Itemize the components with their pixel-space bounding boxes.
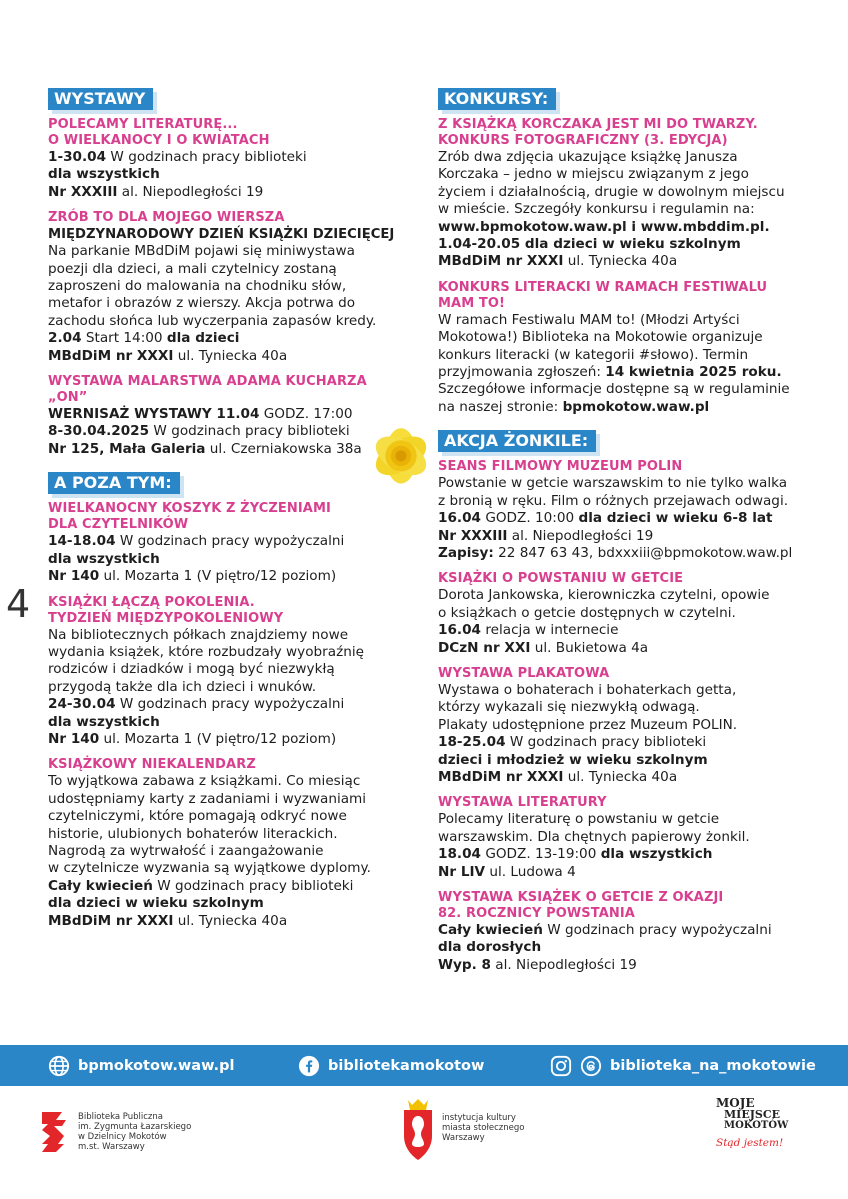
text-segment: Powstanie w getcie warszawskim to nie tylko walka (438, 475, 788, 492)
bold-text: Zapisy: (438, 544, 494, 561)
event-title: SEANS FILMOWY MUZEUM POLIN (438, 459, 683, 475)
footer-bar (0, 1045, 848, 1086)
event-item (438, 890, 804, 974)
section-header (48, 472, 408, 494)
event-line (438, 957, 804, 974)
event-title: KONKURS LITERACKI W RAMACH FESTIWALU (438, 279, 768, 295)
bold-text: 18-25.04 (438, 734, 506, 751)
right-column (438, 88, 804, 983)
bold-text: Cały kwiecień (48, 877, 153, 894)
event-title: WYSTAWA LITERATURY (438, 795, 607, 811)
bold-text: 1-30.04 (48, 149, 107, 165)
event-line (438, 510, 804, 527)
section-header (438, 88, 804, 110)
event-line (48, 441, 408, 458)
bold-text: WERNISAŻ WYSTAWY 11.04 (48, 406, 260, 423)
footer-facebook[interactable] (298, 1055, 484, 1077)
threads-icon (580, 1055, 602, 1077)
bold-text: 1.04-20.05 dla dzieci w wieku szkolnym (438, 236, 741, 253)
text-segment: al. Niepodległości 19 (117, 183, 264, 200)
event-title: 82. ROCZNICY POWSTANIA (438, 906, 635, 921)
warsaw-crest-icon (400, 1094, 436, 1162)
bold-text: Nr LIV (438, 863, 486, 880)
text-segment: Korczaka – jedno w miejscu związanym z jego (438, 166, 749, 183)
text-segment: konkurs literacki (w kategorii #słowo). Termin (438, 346, 749, 363)
event-line (48, 166, 408, 183)
event-item (438, 117, 804, 271)
event-line (48, 348, 408, 365)
event-line (48, 826, 408, 843)
text-segment: rodziców i dziadków i mogą być niezwykłą (48, 661, 335, 678)
text-segment: w mieście. Szczegóły konkursu i regulamin na: (438, 201, 755, 218)
bold-text: Nr 140 (48, 568, 100, 585)
event-title: Z KSIĄŻKĄ KORCZAKA JEST MI DO TWARZY. (438, 117, 758, 132)
footer-website[interactable] (48, 1055, 234, 1077)
instagram-text: biblioteka_na_mokotowie (610, 1058, 816, 1074)
text-segment: Zrób dwa zdjęcia ukazujące książkę Janusza (438, 149, 738, 165)
event-line (48, 423, 408, 440)
event-line (48, 791, 408, 808)
event-item (438, 666, 804, 786)
bold-text: 16.04 (438, 622, 481, 639)
event-line (48, 714, 408, 731)
event-item (48, 501, 408, 585)
event-line (48, 731, 408, 748)
text-segment: Mokotowa!) Biblioteka na Mokotowie organizuje (438, 329, 763, 346)
event-line (48, 278, 408, 295)
event-title: KSIĄŻKOWY NIEKALENDARZ (48, 757, 256, 773)
bold-text: MBdDiM nr XXXI (48, 347, 174, 364)
text-segment: Dorota Jankowska, kierowniczka czytelni, opowie (438, 587, 770, 604)
event-line (48, 895, 408, 912)
event-line (48, 551, 408, 568)
event-line (48, 313, 408, 330)
event-item (438, 280, 804, 416)
bold-text: 16.04 (438, 510, 481, 527)
text-segment: W godzinach pracy wypożyczalni (115, 533, 345, 550)
event-line (438, 475, 804, 492)
text-segment: udostępniamy karty z zadaniami i wyzwaniami (48, 790, 367, 807)
text-segment: historie, ulubionych bohaterów literackich. (48, 825, 338, 842)
text-segment: na naszej stronie: (438, 398, 563, 415)
library-name-line: w Dzielnicy Mokotów (78, 1132, 167, 1142)
text-segment: GODZ. 10:00 (481, 510, 579, 527)
text-segment: GODZ. 17:00 (259, 406, 353, 423)
event-line (438, 347, 804, 364)
bold-text: www.bpmokotow.waw.pl i www.mbddim.pl. (438, 218, 770, 235)
text-segment: Polecamy literaturę o powstaniu w getcie (438, 811, 720, 828)
text-segment: ul. Bukietowa 4a (530, 639, 649, 656)
text-segment: Wystawa o bohaterach i bohaterkach getta, (438, 681, 737, 698)
event-item (48, 757, 408, 930)
event-line (48, 533, 408, 550)
moje-slogan: Stąd jestem! (716, 1137, 784, 1149)
text-segment: Nagrodą za wytrwałość i zaangażowanie (48, 842, 324, 859)
event-title: „ON” (48, 390, 88, 406)
library-name-line: im. Zygmunta Łazarskiego (78, 1122, 192, 1132)
event-line (438, 699, 804, 716)
bold-text: dla dzieci w wieku szkolnym (48, 895, 264, 912)
library-name-line: m.st. Warszawy (78, 1142, 145, 1152)
section (438, 430, 804, 974)
text-segment: warszawskim. Dla chętnych papierowy żonkil. (438, 828, 750, 845)
event-line (48, 568, 408, 585)
text-segment: al. Niepodległości 19 (490, 956, 637, 973)
bold-text: dla dorosłych (438, 939, 542, 956)
event-line (438, 622, 804, 639)
bold-text: bpmokotow.waw.pl (562, 398, 710, 415)
city-text-line: instytucja kultury (442, 1113, 516, 1123)
event-line (438, 329, 804, 346)
event-line (48, 295, 408, 312)
event-line (438, 201, 804, 218)
event-line (438, 166, 804, 183)
event-title: WYSTAWA MALARSTWA ADAMA KUCHARZA (48, 374, 367, 390)
text-segment: o książkach o getcie dostępnych w czytelni. (438, 604, 736, 621)
text-segment: czytelniczymi, które pomagają odkryć nowe (48, 808, 347, 825)
instagram-icon (550, 1055, 572, 1077)
mokotow-line: MOKOTÓW (724, 1120, 789, 1131)
section-title: KONKURSY: (438, 88, 556, 110)
event-line (438, 864, 804, 881)
text-segment: W godzinach pracy biblioteki (152, 877, 354, 894)
event-line (48, 330, 408, 347)
event-line (438, 364, 804, 381)
text-segment: przygodą także dla ich dzieci i wnuków. (48, 678, 317, 695)
event-item (48, 117, 408, 201)
text-segment: W godzinach pracy biblioteki (505, 734, 707, 751)
text-segment: Na parkanie MBdDiM pojawi się miniwystawa (48, 243, 355, 260)
section (438, 88, 804, 416)
left-column (48, 88, 408, 939)
text-segment: poezji dla dzieci, a mali czytelnicy zostaną (48, 260, 337, 277)
text-segment: w czytelnicze wyzwania są wyjątkowe dyplomy. (48, 860, 371, 877)
event-line (48, 406, 408, 423)
city-text-line: miasta stołecznego (442, 1123, 525, 1133)
daffodil-icon (355, 408, 447, 500)
text-segment: ul. Tyniecka 40a (173, 347, 288, 364)
text-segment: Na bibliotecznych półkach znajdziemy nowe (48, 626, 349, 643)
section (48, 88, 408, 458)
facebook-icon (298, 1055, 320, 1077)
section-header (48, 88, 408, 110)
event-title: ZRÓB TO DLA MOJEGO WIERSZA (48, 210, 285, 226)
event-line (438, 811, 804, 828)
moje-line: MOJE (716, 1096, 755, 1110)
bold-text: DCzN nr XXI (438, 639, 531, 656)
event-line (438, 184, 804, 201)
miejsce-line: MIEJSCE (724, 1108, 780, 1121)
text-segment: Start 14:00 (81, 330, 167, 347)
text-segment: zaproszeni do malowania na chodniku słów, (48, 278, 347, 295)
text-segment: przyjmowania zgłoszeń: (438, 364, 606, 381)
bold-text: dla dzieci w wieku 6-8 lat (578, 510, 773, 527)
event-line (48, 913, 408, 930)
text-segment: W godzinach pracy biblioteki (149, 423, 350, 440)
section-header (438, 430, 804, 452)
event-title: POLECAMY LITERATURĘ... (48, 117, 238, 132)
text-segment: W godzinach pracy wypożyczalni (542, 922, 772, 938)
bold-text: 8-30.04.2025 (48, 423, 150, 440)
event-line (438, 312, 804, 329)
text-segment: ul. Czerniakowska 38a (205, 440, 362, 457)
event-line (48, 661, 408, 678)
event-line (438, 769, 804, 786)
event-title: WYSTAWA KSIĄŻEK O GETCIE Z OKAZJI (438, 890, 724, 905)
event-line (438, 381, 804, 398)
city-logo (400, 1094, 524, 1162)
event-line (438, 545, 804, 562)
event-line (438, 846, 804, 863)
event-line (48, 627, 408, 644)
text-segment: ul. Mozarta 1 (V piętro/12 poziom) (99, 730, 337, 747)
text-segment: al. Niepodległości 19 (507, 527, 654, 544)
library-logo (38, 1110, 191, 1154)
text-segment: ul. Tyniecka 40a (563, 253, 678, 270)
text-segment: z bronią w ręku. Film o różnych przejawach odwagi. (438, 492, 789, 509)
bold-text: Nr XXXIII (438, 527, 508, 544)
event-line (438, 493, 804, 510)
event-line (48, 679, 408, 696)
text-segment: Szczegółowe informacje dostępne są w regulaminie (438, 381, 790, 398)
event-line (438, 236, 804, 253)
section-title: AKCJA ŻONKILE: (438, 430, 596, 452)
event-title: WYSTAWA PLAKATOWA (438, 665, 610, 681)
page-number: 4 (6, 582, 31, 626)
event-title: DLA CZYTELNIKÓW (48, 517, 189, 533)
event-line (438, 399, 804, 416)
text-segment: W godzinach pracy wypożyczalni (115, 696, 345, 713)
text-segment: ul. Tyniecka 40a (563, 768, 678, 785)
event-line (438, 640, 804, 657)
text-segment: ul. Ludowa 4 (485, 863, 576, 880)
event-line (48, 878, 408, 895)
event-title: TYDZIEŃ MIĘDZYPOKOLENIOWY (48, 610, 284, 626)
section-title: A POZA TYM: (48, 472, 180, 494)
bold-text: dla wszystkich (48, 713, 160, 730)
text-segment: relacja w internecie (481, 622, 619, 639)
bold-text: Wyp. 8 (438, 956, 491, 973)
event-line (438, 149, 804, 166)
text-segment: ul. Mozarta 1 (V piętro/12 poziom) (99, 568, 337, 585)
city-text-line: Warszawy (442, 1133, 485, 1143)
library-logo-icon (38, 1110, 72, 1154)
text-segment: którzy wykazali się niezwykłą odwagą. (438, 699, 700, 716)
event-line (48, 773, 408, 790)
event-line (438, 939, 804, 956)
bold-text: dla dzieci (166, 330, 240, 347)
bold-text: 2.04 (48, 330, 82, 347)
event-line (438, 922, 804, 939)
text-segment: wydania książek, które rozbudzały wyobraźnię (48, 643, 364, 660)
event-line (48, 261, 408, 278)
bold-text: 24-30.04 (48, 696, 116, 713)
bold-text: MBdDiM nr XXXI (438, 768, 564, 785)
event-line (48, 243, 408, 260)
website-text: bpmokotow.waw.pl (78, 1058, 235, 1074)
event-line (438, 752, 804, 769)
text-segment: ul. Tyniecka 40a (173, 912, 288, 929)
event-line (438, 587, 804, 604)
event-item (48, 595, 408, 749)
event-title: WIELKANOCNY KOSZYK Z ŻYCZENIAMI (48, 501, 331, 517)
event-line (438, 682, 804, 699)
bold-text: MBdDiM nr XXXI (48, 912, 174, 929)
bold-text: MBdDiM nr XXXI (438, 253, 564, 270)
text-segment: 22 847 63 43, bdxxxiii@bpmokotow.waw.pl (493, 544, 793, 561)
event-line (48, 149, 408, 166)
event-line (48, 644, 408, 661)
event-item (438, 571, 804, 657)
event-line (48, 843, 408, 860)
event-line (48, 808, 408, 825)
bold-text: dzieci i młodzież w wieku szkolnym (438, 751, 708, 768)
event-line (438, 717, 804, 734)
event-subtitle: MIĘDZYNARODOWY DZIEŃ KSIĄŻKI DZIECIĘCEJ (48, 227, 395, 243)
event-title: KONKURS FOTOGRAFICZNY (3. EDYCJA) (438, 133, 728, 148)
bold-text: dla wszystkich (48, 166, 160, 183)
bold-text: Nr 140 (48, 730, 100, 747)
event-line (48, 696, 408, 713)
bold-text: 18.04 (438, 846, 481, 863)
text-segment: W godzinach pracy biblioteki (106, 149, 307, 165)
section-title: WYSTAWY (48, 88, 153, 110)
event-title: KSIĄŻKI ŁĄCZĄ POKOLENIA. (48, 594, 255, 610)
bold-text: dla wszystkich (48, 550, 160, 567)
event-line (438, 829, 804, 846)
event-line (438, 219, 804, 236)
event-line (438, 605, 804, 622)
event-item (438, 459, 804, 562)
text-segment: życiem i działalnością, drugie w dowolnym miejscu (438, 183, 785, 200)
library-name-line: Biblioteka Publiczna (78, 1112, 163, 1122)
bold-text: Nr 125, Mała Galeria (48, 440, 206, 457)
text-segment: W ramach Festiwalu MAM to! (Młodzi Artyści (438, 311, 740, 328)
text-segment: GODZ. 13-19:00 (481, 846, 601, 863)
bold-text: 14-18.04 (48, 533, 116, 550)
event-title: KSIĄŻKI O POWSTANIU W GETCIE (438, 571, 684, 587)
bold-text: 14 kwietnia 2025 roku. (605, 364, 782, 381)
event-title: MAM TO! (438, 295, 506, 311)
bold-text: Nr XXXIII (48, 183, 118, 200)
bold-text: Cały kwiecień (438, 922, 543, 938)
facebook-text: bibliotekamokotow (328, 1058, 485, 1074)
moje-miejsce-logo (716, 1098, 806, 1160)
event-line (438, 734, 804, 751)
logos-row (0, 1092, 848, 1192)
event-line (438, 253, 804, 270)
event-line (48, 184, 408, 201)
event-item (48, 210, 408, 365)
event-title: O WIELKANOCY I O KWIATACH (48, 133, 270, 148)
bold-text: dla wszystkich (600, 846, 713, 863)
text-segment: To wyjątkowa zabawa z książkami. Co miesiąc (48, 773, 361, 790)
event-item (438, 795, 804, 881)
text-segment: Plakaty udostępnione przez Muzeum POLIN. (438, 716, 738, 733)
section (48, 472, 408, 930)
footer-instagram[interactable] (550, 1055, 816, 1077)
event-item (48, 374, 408, 458)
text-segment: zachodu słońca lub wyczerpania zapasów kredy. (48, 312, 377, 329)
event-line (438, 528, 804, 545)
text-segment: metafor i obrazów z wierszy. Akcja potrwa do (48, 295, 356, 312)
globe-icon (48, 1055, 70, 1077)
event-line (48, 860, 408, 877)
